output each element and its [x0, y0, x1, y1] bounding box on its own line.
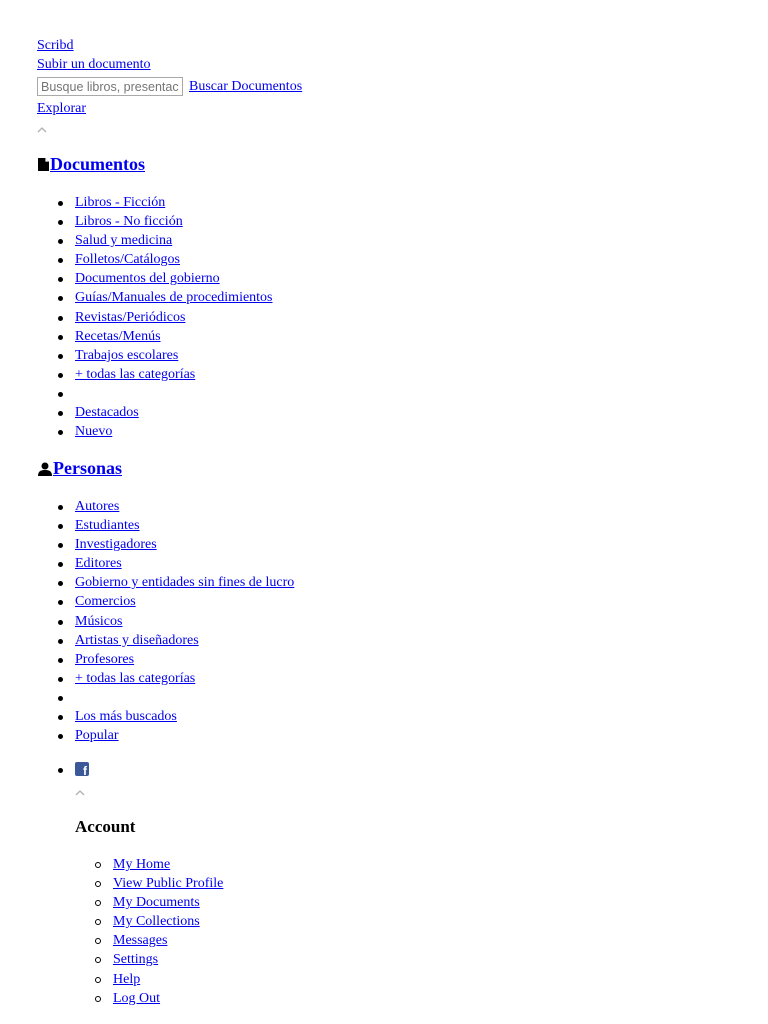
account-menu-item — [0, 950, 223, 969]
documents-heading — [37, 154, 145, 175]
category-link[interactable]: Recetas/Menús — [75, 328, 161, 344]
log-out-link[interactable]: Log Out — [113, 990, 161, 1006]
popular-link[interactable]: Popular — [75, 728, 119, 744]
account-collapse-caret-icon[interactable] — [75, 789, 85, 797]
list-item — [0, 365, 273, 384]
category-link[interactable]: Salud y medicina — [75, 233, 173, 249]
documents-category-list — [0, 193, 273, 441]
list-item — [0, 592, 294, 611]
list-item — [0, 422, 273, 441]
list-item — [0, 573, 294, 592]
category-link[interactable]: Profesores — [75, 651, 135, 667]
list-item — [0, 516, 294, 535]
facebook-icon[interactable] — [75, 762, 89, 776]
list-item — [0, 497, 294, 516]
list-item — [0, 403, 273, 422]
list-item — [0, 288, 273, 307]
category-link[interactable]: Artistas y diseñadores — [75, 632, 199, 648]
new-link[interactable]: Nuevo — [75, 424, 113, 440]
facebook-list-item — [0, 760, 89, 779]
account-menu-item — [0, 855, 223, 874]
all-categories-link[interactable]: + todas las categorías — [75, 366, 196, 382]
settings-link[interactable]: Settings — [113, 952, 159, 968]
search-bar — [37, 76, 302, 97]
list-item — [0, 231, 273, 250]
list-item — [0, 535, 294, 554]
people-title-link[interactable]: Personas — [53, 458, 122, 478]
category-link[interactable]: Documentos del gobierno — [75, 271, 220, 287]
list-item — [0, 250, 273, 269]
person-icon — [37, 462, 53, 476]
upload-document-link[interactable]: Subir un documento — [37, 57, 151, 72]
my-collections-link[interactable]: My Collections — [113, 914, 200, 930]
explore-link[interactable]: Explorar — [37, 101, 86, 116]
view-public-profile-link[interactable]: View Public Profile — [113, 876, 224, 892]
category-link[interactable]: Folletos/Catálogos — [75, 252, 180, 268]
all-categories-link[interactable]: + todas las categorías — [75, 670, 196, 686]
list-item — [0, 726, 294, 745]
account-menu-item — [0, 893, 223, 912]
category-link[interactable]: Gobierno y entidades sin fines de lucro — [75, 575, 295, 591]
account-menu-item — [0, 989, 223, 1008]
list-item — [0, 554, 294, 573]
messages-link[interactable]: Messages — [113, 933, 168, 949]
collapse-caret-icon[interactable] — [37, 126, 47, 134]
documents-title-link[interactable]: Documentos — [50, 154, 145, 174]
account-menu-item — [0, 970, 223, 989]
category-link[interactable]: Comercios — [75, 594, 136, 610]
category-link[interactable]: Libros - Ficción — [75, 195, 166, 210]
category-link[interactable]: Estudiantes — [75, 518, 140, 534]
help-link[interactable]: Help — [113, 971, 141, 987]
category-link[interactable]: Trabajos escolares — [75, 347, 179, 363]
account-menu-item — [0, 931, 223, 950]
my-home-link[interactable]: My Home — [113, 857, 171, 872]
my-documents-link[interactable]: My Documents — [113, 895, 200, 911]
list-item — [0, 707, 294, 726]
list-item — [0, 269, 273, 288]
category-link[interactable]: Editores — [75, 556, 122, 572]
account-menu-item — [0, 874, 223, 893]
search-input[interactable] — [37, 77, 183, 96]
list-item-empty — [0, 688, 294, 707]
list-item — [0, 669, 294, 688]
list-item — [0, 308, 273, 327]
list-item — [0, 346, 273, 365]
people-heading — [37, 458, 122, 479]
search-documents-link[interactable]: Buscar Documentos — [189, 78, 303, 94]
people-category-list — [0, 497, 294, 745]
category-link[interactable]: Libros - No ficción — [75, 214, 183, 230]
list-item — [0, 650, 294, 669]
list-item-empty — [0, 384, 273, 403]
featured-link[interactable]: Destacados — [75, 405, 139, 421]
list-item — [0, 193, 273, 212]
category-link[interactable]: Músicos — [75, 613, 123, 629]
category-link[interactable]: Guías/Manuales de procedimientos — [75, 290, 273, 306]
facebook-glyph: f — [83, 764, 87, 778]
account-menu-item — [0, 912, 223, 931]
list-item — [0, 327, 273, 346]
list-item — [0, 212, 273, 231]
scribd-home-link[interactable]: Scribd — [37, 38, 74, 53]
category-link[interactable]: Autores — [75, 499, 120, 514]
category-link[interactable]: Revistas/Periódicos — [75, 309, 186, 325]
document-icon — [37, 158, 50, 172]
list-item — [0, 631, 294, 650]
account-heading: Account — [75, 817, 136, 836]
category-link[interactable]: Investigadores — [75, 537, 157, 553]
list-item — [0, 612, 294, 631]
account-menu-list — [0, 855, 223, 1008]
most-searched-link[interactable]: Los más buscados — [75, 709, 177, 725]
top-links — [37, 36, 151, 74]
